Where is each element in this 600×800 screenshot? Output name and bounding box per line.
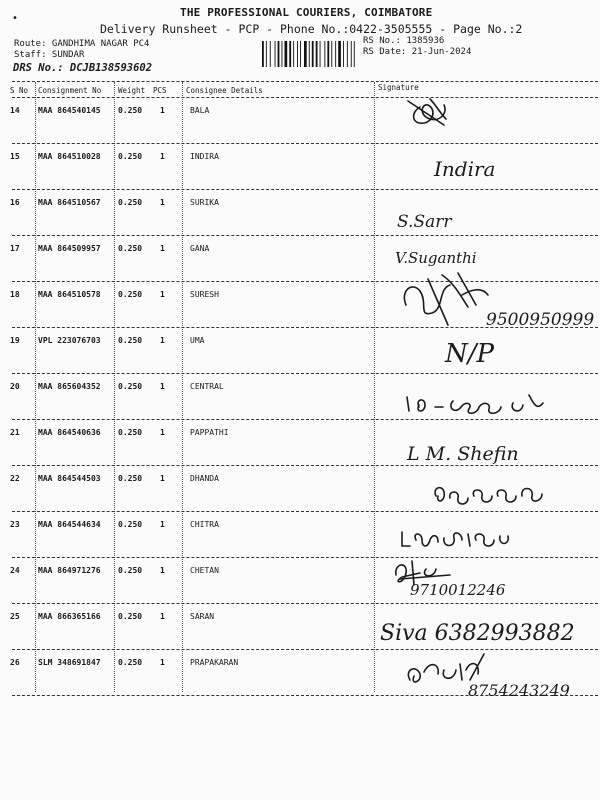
sno-cell: 20 — [10, 382, 20, 391]
weight-cell: 0.250 — [118, 244, 143, 253]
weight-cell: 0.250 — [118, 106, 143, 115]
table-top-rule — [12, 81, 598, 82]
consignment-cell: MAA 864510567 — [38, 198, 101, 207]
weight-cell: 0.250 — [118, 152, 143, 161]
signature-row-15 — [432, 150, 542, 190]
svg-text:V.Suganthi: V.Suganthi — [395, 249, 477, 267]
sno-cell: 21 — [10, 428, 20, 437]
sno-cell: 16 — [10, 198, 20, 207]
signature-row-14 — [400, 95, 470, 135]
weight-cell: 0.250 — [118, 474, 143, 483]
pcs-cell: 1 — [160, 290, 165, 299]
pcs-cell: 1 — [160, 474, 165, 483]
consignee-cell: SARAN — [190, 612, 215, 621]
weight-cell: 0.250 — [118, 566, 143, 575]
consignment-cell: VPL 223076703 — [38, 336, 101, 345]
pcs-cell: 1 — [160, 428, 165, 437]
signature-row-19 — [435, 332, 525, 370]
consignee-cell: UMA — [190, 336, 205, 345]
svg-text:8754243249: 8754243249 — [468, 681, 570, 700]
consignment-cell: MAA 864509957 — [38, 244, 101, 253]
weight-cell: 0.250 — [118, 520, 143, 529]
sno-cell: 22 — [10, 474, 20, 483]
svg-text:S.Sarr: S.Sarr — [397, 212, 452, 232]
consignment-cell: MAA 866365166 — [38, 612, 101, 621]
signature-row-22 — [430, 476, 550, 512]
weight-cell: 0.250 — [118, 198, 143, 207]
column-header-sno: S No — [10, 86, 29, 95]
rs-date: RS Date: 21-Jun-2024 — [363, 47, 472, 57]
consignment-cell: MAA 864544634 — [38, 520, 101, 529]
pcs-cell: 1 — [160, 336, 165, 345]
pcs-cell: 1 — [160, 106, 165, 115]
consignment-cell: MAA 865604352 — [38, 382, 101, 391]
signature-row-26 — [400, 650, 590, 700]
sno-cell: 23 — [10, 520, 20, 529]
consignee-cell: PRAPAKARAN — [190, 658, 239, 667]
sno-cell: 25 — [10, 612, 20, 621]
pcs-cell: 1 — [160, 612, 165, 621]
weight-cell: 0.250 — [118, 290, 143, 299]
weight-cell: 0.250 — [118, 658, 143, 667]
document-title: THE PROFESSIONAL COURIERS, COIMBATORE — [180, 6, 433, 19]
signature-row-24 — [390, 555, 590, 600]
column-header-pcs: PCS — [153, 86, 167, 95]
rs-number: RS No.: 1385936 — [363, 36, 445, 46]
sno-cell: 15 — [10, 152, 20, 161]
consignee-cell: INDIRA — [190, 152, 219, 161]
signature-row-21 — [405, 432, 555, 472]
column-header-consignee: Consignee Details — [186, 86, 263, 95]
column-header-signature: Signature — [378, 83, 419, 92]
table-header-rule — [12, 97, 598, 98]
sno-cell: 26 — [10, 658, 20, 667]
sno-cell: 17 — [10, 244, 20, 253]
svg-text:9710012246: 9710012246 — [410, 581, 506, 599]
column-divider — [35, 82, 36, 692]
column-header-consignment: Consignment No — [38, 86, 102, 95]
weight-cell: 0.250 — [118, 382, 143, 391]
sno-cell: 19 — [10, 336, 20, 345]
pcs-cell: 1 — [160, 244, 165, 253]
row-separator — [12, 373, 598, 374]
consignment-cell: MAA 864510028 — [38, 152, 101, 161]
consignment-cell: SLM 348691847 — [38, 658, 101, 667]
consignee-cell: BALA — [190, 106, 210, 115]
route-label: Route: GANDHIMA NAGAR PC4 — [14, 39, 150, 49]
consignee-cell: SURESH — [190, 290, 219, 299]
pcs-cell: 1 — [160, 566, 165, 575]
consignee-cell: CENTRAL — [190, 382, 224, 391]
weight-cell: 0.250 — [118, 612, 143, 621]
signature-row-20 — [403, 385, 553, 421]
svg-text:N/P: N/P — [445, 339, 495, 369]
consignment-cell: MAA 864544503 — [38, 474, 101, 483]
pcs-cell: 1 — [160, 198, 165, 207]
signature-row-18 — [398, 265, 598, 337]
consignee-cell: DHANDA — [190, 474, 219, 483]
pcs-cell: 1 — [160, 152, 165, 161]
row-separator — [12, 603, 598, 604]
corner-mark: • — [12, 13, 19, 24]
barcode-image — [262, 41, 356, 67]
consignment-cell: MAA 864971276 — [38, 566, 101, 575]
consignee-cell: CHITRA — [190, 520, 219, 529]
signature-row-23 — [398, 520, 528, 554]
consignee-cell: PAPPATHI — [190, 428, 229, 437]
column-divider — [182, 82, 183, 692]
consignee-cell: SURIKA — [190, 198, 219, 207]
consignee-cell: GANA — [190, 244, 210, 253]
sno-cell: 14 — [10, 106, 20, 115]
column-header-weight: Weight — [118, 86, 146, 95]
consignee-cell: CHETAN — [190, 566, 219, 575]
consignment-cell: MAA 864540636 — [38, 428, 101, 437]
svg-text:Siva 6382993882: Siva 6382993882 — [380, 621, 575, 646]
row-separator — [12, 143, 598, 144]
svg-text:L M. Shefin: L M. Shefin — [407, 443, 519, 465]
pcs-cell: 1 — [160, 382, 165, 391]
signature-row-16 — [395, 203, 505, 238]
runsheet-subtitle: Delivery Runsheet - PCP - Phone No.:0422-3505555 - Page No.:2 — [100, 22, 523, 36]
consignment-cell: MAA 864540145 — [38, 106, 101, 115]
signature-row-25 — [378, 606, 600, 650]
column-divider — [374, 82, 375, 692]
consignment-cell: MAA 864510578 — [38, 290, 101, 299]
weight-cell: 0.250 — [118, 428, 143, 437]
staff-label: Staff: SUNDAR — [14, 50, 85, 60]
row-separator — [12, 235, 598, 236]
sno-cell: 24 — [10, 566, 20, 575]
sno-cell: 18 — [10, 290, 20, 299]
weight-cell: 0.250 — [118, 336, 143, 345]
svg-text:9500950999: 9500950999 — [486, 310, 595, 330]
column-divider — [114, 82, 115, 692]
pcs-cell: 1 — [160, 520, 165, 529]
svg-text:Indira: Indira — [434, 157, 496, 181]
pcs-cell: 1 — [160, 658, 165, 667]
drs-number: DRS No.: DCJB138593602 — [13, 62, 153, 74]
